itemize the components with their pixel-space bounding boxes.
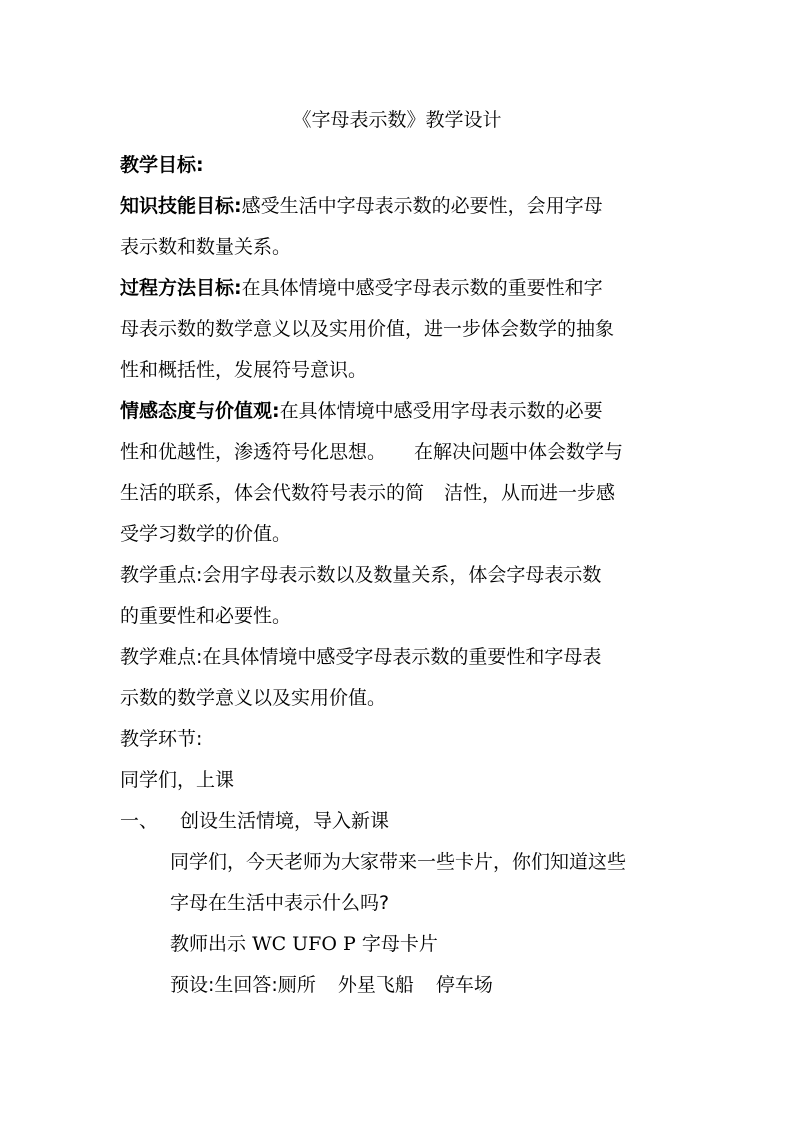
emotion-goal-line-3 <box>120 473 680 514</box>
goals-heading: 教学目标: <box>120 154 204 176</box>
document-title: 《字母表示数》教学设计 <box>292 109 502 131</box>
knowledge-goal-label: 知识技能目标: <box>120 195 242 217</box>
process-goal-text-1: 在具体情境中感受字母表示数的重要性和字 <box>241 277 603 299</box>
steps-heading: 教学环节: <box>120 728 203 750</box>
answer-1: 厕所 <box>277 974 316 996</box>
key-point-line-2: 的重要性和必要性。 <box>120 605 292 627</box>
knowledge-goal-line-2: 表示数和数量关系。 <box>120 236 292 258</box>
section-1-heading <box>120 801 680 842</box>
key-point-line-1: 教学重点:会用字母表示数以及数量关系，体会字母表示数 <box>120 564 602 586</box>
intro-line-2: 字母在生活中表示什么吗? <box>170 892 390 914</box>
answer-3: 停车场 <box>435 974 493 996</box>
greeting: 同学们，上课 <box>120 769 235 791</box>
process-goal <box>120 268 680 309</box>
answer-prefix: 预设:生回答: <box>170 974 278 996</box>
emotion-goal-line-4: 受学习数学的价值。 <box>120 523 292 545</box>
difficulty-line-1: 教学难点:在具体情境中感受字母表示数的重要性和字母表 <box>120 646 602 668</box>
intro-line-1: 同学们，今天老师为大家带来一些卡片，你们知道这些 <box>170 851 627 873</box>
section-1-number: 一、 <box>120 810 159 832</box>
document-body <box>120 145 680 1006</box>
emotion-goal-text-3b: 洁性，从而进一步感 <box>444 482 616 504</box>
process-goal-label: 过程方法目标: <box>120 277 242 299</box>
emotion-goal-line-2 <box>120 432 680 473</box>
emotion-goal-text-2b: 在解决问题中体会数学与 <box>414 441 624 463</box>
emotion-goal <box>120 391 680 432</box>
emotion-goal-label: 情感态度与价值观: <box>120 400 280 422</box>
knowledge-goal <box>120 186 680 227</box>
cards-suffix: 字母卡片 <box>361 933 438 955</box>
difficulty-line-2: 示数的数学意义以及实用价值。 <box>120 687 387 709</box>
cards-letters: WC UFO P <box>252 933 356 955</box>
cards-prefix: 教师出示 <box>170 933 247 955</box>
knowledge-goal-text-1: 感受生活中字母表示数的必要性，会用字母 <box>241 195 603 217</box>
process-goal-line-2: 母表示数的数学意义以及实用价值，进一步体会数学的抽象 <box>120 318 615 340</box>
section-1-title: 创设生活情境，导入新课 <box>180 810 390 832</box>
answer-2: 外星飞船 <box>337 974 414 996</box>
emotion-goal-text-1: 在具体情境中感受用字母表示数的必要 <box>279 400 603 422</box>
process-goal-line-3: 性和概括性，发展符号意识。 <box>120 359 368 381</box>
answer-line <box>120 965 680 1006</box>
cards-line <box>120 924 680 965</box>
emotion-goal-text-2a: 性和优越性，渗透符号化思想。 <box>120 441 387 463</box>
emotion-goal-text-3a: 生活的联系，体会代数符号表示的简 <box>120 482 425 504</box>
